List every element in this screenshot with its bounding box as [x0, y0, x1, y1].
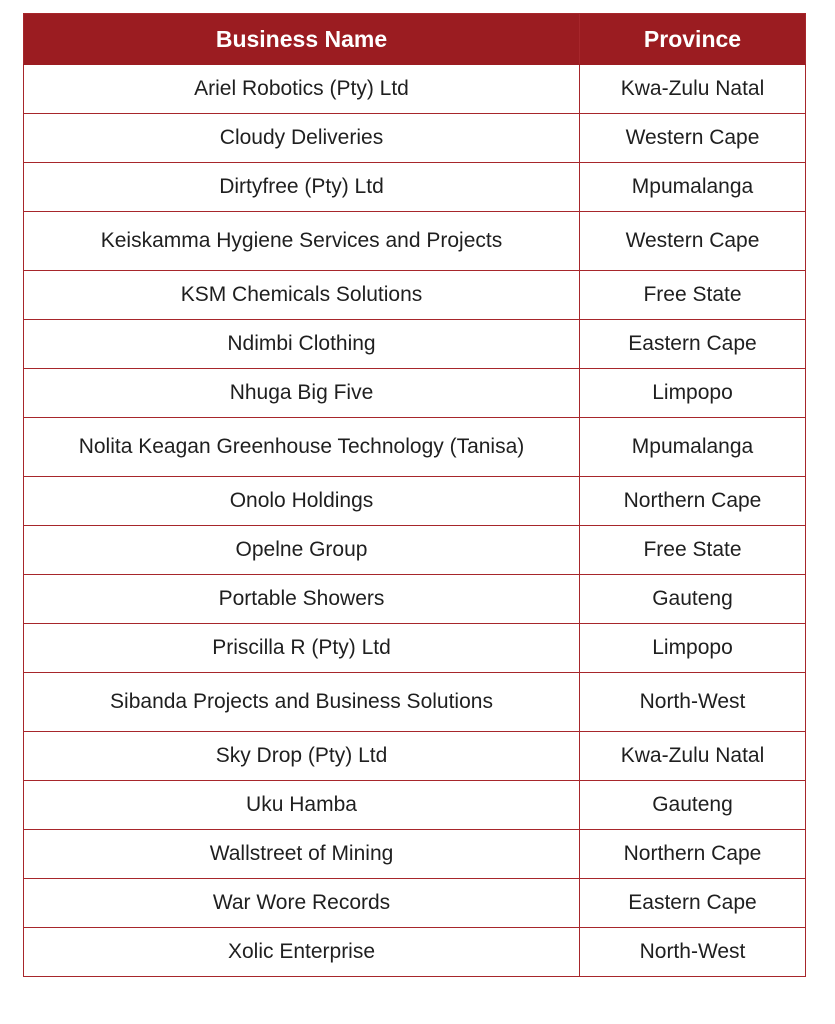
- table-row: [24, 830, 806, 879]
- table-row: [24, 624, 806, 673]
- province-cell: Limpopo: [580, 369, 806, 418]
- table-header: [24, 14, 806, 65]
- table-row: [24, 65, 806, 114]
- business-name-cell: KSM Chemicals Solutions: [24, 271, 580, 320]
- province-cell: Western Cape: [580, 114, 806, 163]
- table-row: [24, 732, 806, 781]
- table-row: [24, 320, 806, 369]
- province-cell: Northern Cape: [580, 477, 806, 526]
- table-row: [24, 212, 806, 271]
- province-cell: Kwa-Zulu Natal: [580, 65, 806, 114]
- table-row: [24, 781, 806, 830]
- province-cell: Eastern Cape: [580, 879, 806, 928]
- business-table-container: [23, 13, 805, 977]
- business-name-cell: Priscilla R (Pty) Ltd: [24, 624, 580, 673]
- business-name-cell: Ariel Robotics (Pty) Ltd: [24, 65, 580, 114]
- business-name-cell: Sky Drop (Pty) Ltd: [24, 732, 580, 781]
- table-row: [24, 114, 806, 163]
- province-cell: Free State: [580, 271, 806, 320]
- business-name-cell: Nhuga Big Five: [24, 369, 580, 418]
- column-header-business-name: Business Name: [24, 14, 580, 65]
- business-name-cell: Onolo Holdings: [24, 477, 580, 526]
- table-row: [24, 575, 806, 624]
- business-name-cell: Ndimbi Clothing: [24, 320, 580, 369]
- business-name-cell: Keiskamma Hygiene Services and Projects: [24, 212, 580, 271]
- table-row: [24, 163, 806, 212]
- table-row: [24, 673, 806, 732]
- table-row: [24, 928, 806, 977]
- business-name-cell: Sibanda Projects and Business Solutions: [24, 673, 580, 732]
- province-cell: Mpumalanga: [580, 163, 806, 212]
- province-cell: Free State: [580, 526, 806, 575]
- province-cell: Gauteng: [580, 781, 806, 830]
- province-cell: Gauteng: [580, 575, 806, 624]
- header-row: [24, 14, 806, 65]
- province-cell: Eastern Cape: [580, 320, 806, 369]
- province-cell: North-West: [580, 673, 806, 732]
- table-row: [24, 879, 806, 928]
- province-cell: Kwa-Zulu Natal: [580, 732, 806, 781]
- table-row: [24, 369, 806, 418]
- province-cell: Western Cape: [580, 212, 806, 271]
- table-row: [24, 526, 806, 575]
- province-cell: Northern Cape: [580, 830, 806, 879]
- business-name-cell: Wallstreet of Mining: [24, 830, 580, 879]
- business-name-cell: Uku Hamba: [24, 781, 580, 830]
- business-name-cell: Portable Showers: [24, 575, 580, 624]
- business-name-cell: War Wore Records: [24, 879, 580, 928]
- table-body: [24, 65, 806, 977]
- province-cell: Mpumalanga: [580, 418, 806, 477]
- business-name-cell: Xolic Enterprise: [24, 928, 580, 977]
- business-name-cell: Opelne Group: [24, 526, 580, 575]
- business-table: [23, 13, 806, 977]
- business-name-cell: Dirtyfree (Pty) Ltd: [24, 163, 580, 212]
- business-name-cell: Nolita Keagan Greenhouse Technology (Tanisa): [24, 418, 580, 477]
- table-row: [24, 418, 806, 477]
- province-cell: Limpopo: [580, 624, 806, 673]
- column-header-province: Province: [580, 14, 806, 65]
- table-row: [24, 271, 806, 320]
- table-row: [24, 477, 806, 526]
- province-cell: North-West: [580, 928, 806, 977]
- business-name-cell: Cloudy Deliveries: [24, 114, 580, 163]
